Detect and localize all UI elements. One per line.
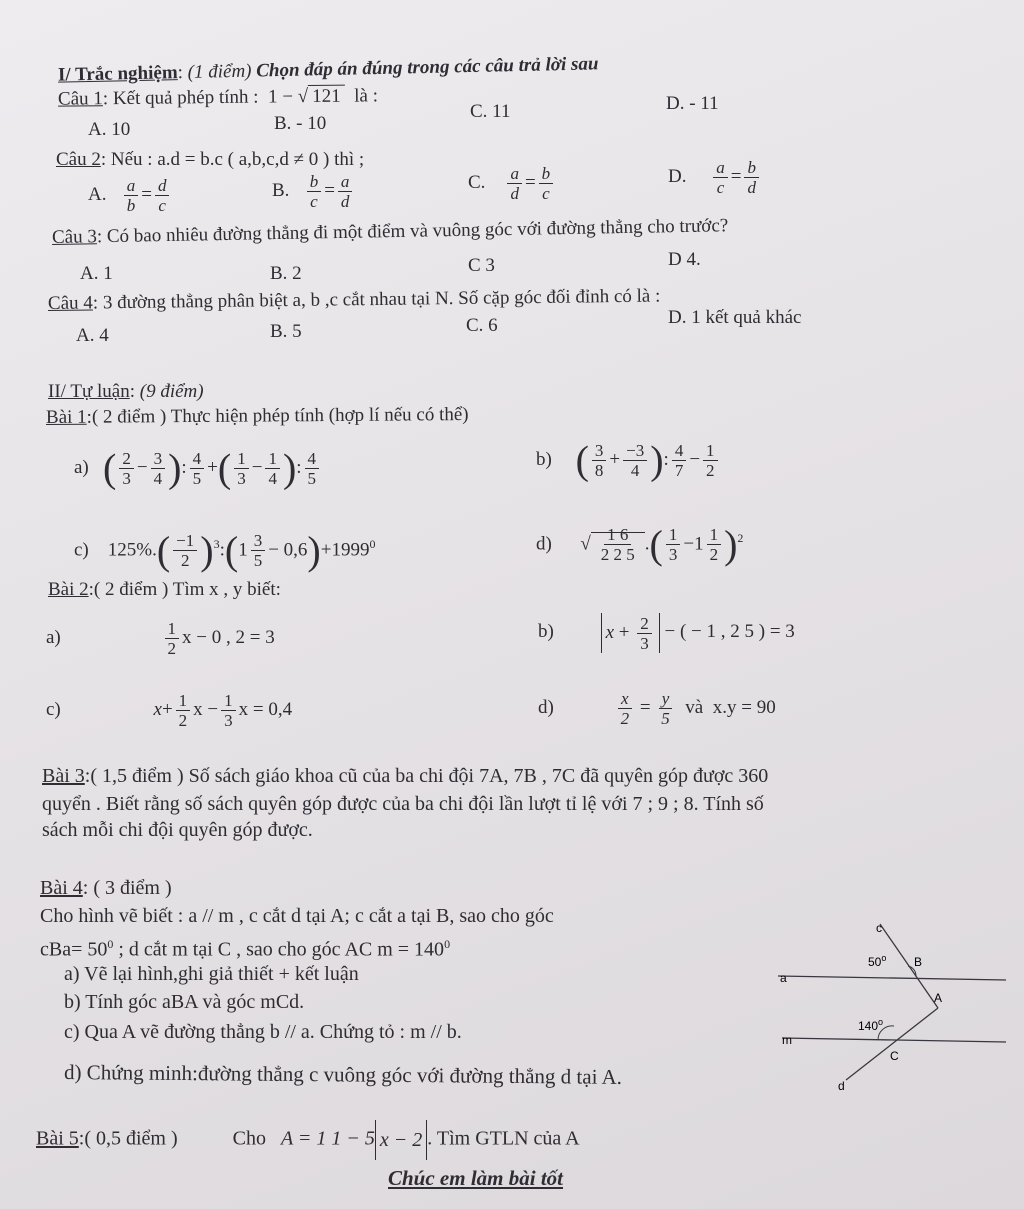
q3-opt-a: A. 1 [80, 263, 113, 284]
q1-tail: là : [354, 85, 379, 107]
bai3-l2: quyển . Biết rằng số sách quyên góp được của ba chi đội lần lượt tỉ lệ với 7 ; 9 ; 8. Tính số [42, 793, 764, 815]
label-m: m [782, 1033, 792, 1047]
label-C: C [890, 1049, 899, 1063]
part2-heading: II/ Tự luận [48, 381, 130, 402]
part1-score: (1 điểm) [187, 60, 252, 83]
label-B: B [914, 955, 923, 969]
q1-expr: 1 − √ 121 [268, 85, 345, 108]
q3-opt-c: C 3 [468, 255, 495, 276]
bai1-a: a) ( $\frac{2}{3}$ − $\frac{3}{4}$ ): $\frac{4}{5}$ +( $\frac{1}{3}$ − $\frac{1}{4}$ ): $\frac{4}{5}$ [74, 444, 322, 492]
bai2-text: :( 2 điểm ) Tìm x , y biết: [88, 579, 281, 600]
q4-opt-c: C. 6 [466, 315, 498, 336]
label-angle-140: 140$^o$ [858, 1017, 884, 1033]
label-A: A [934, 991, 943, 1005]
part1-instruction: Chọn đáp án đúng trong các câu trả lời sau [256, 53, 599, 82]
part1-header: I/ Trắc nghiệm: (1 điểm) Chọn đáp án đúng trong các câu trả lời sau [57, 53, 599, 86]
geometry-figure [770, 910, 1010, 1100]
q2-opt-d: D. $\frac{a}{c}$ = $\frac{b}{d}$ [668, 158, 762, 197]
q1-opt-c: C. 11 [470, 101, 511, 122]
bai1-line [46, 403, 469, 430]
q1-opt-a: A. 10 [88, 119, 131, 140]
bai3-label: Bài 3 [42, 765, 85, 787]
bai4-b: b) Tính góc aBA và góc mCd. [64, 991, 305, 1013]
closing-text: Chúc em làm bài tốt [388, 1166, 564, 1190]
bai2-d: d) $\frac{x}{2}$ = $\frac{y}{5}$ và x.y = 90 [538, 689, 776, 729]
part1-heading: I/ Trắc nghiệm [57, 62, 178, 86]
q1-label: Câu 1 [57, 88, 103, 110]
q2-line [56, 148, 364, 172]
q1-opt-b: B. - 10 [274, 113, 327, 134]
q4-label: Câu 4 [47, 292, 93, 314]
angle-arc-140 [878, 1026, 894, 1040]
q2-text: : Nếu : a.d = b.c ( a,b,c,d ≠ 0 ) thì ; [100, 149, 365, 170]
q3-opt-d: D 4. [668, 249, 701, 270]
bai3-l3: sách mỗi chi đội quyên góp được. [42, 819, 313, 841]
q2-opt-a: A. $\frac{a}{b}$ = $\frac{d}{c}$ [88, 176, 172, 215]
label-c: c [876, 921, 882, 935]
bai4-header: Bài 4: ( 3 điểm ) [40, 877, 172, 899]
bai1-text: :( 2 điểm ) Thực hiện phép tính (hợp lí nếu có thể) [86, 404, 469, 428]
bai2-label: Bài 2 [48, 579, 89, 600]
q1-opt-d: D. - 11 [666, 93, 719, 114]
bai1-d: d) √ $\frac{1 6}{2 2 5}$ .( $\frac{1}{3}$ −1 $\frac{1}{2}$ )$^2$ [536, 521, 744, 567]
bai4-l2: $cBa= 50^0$ ; d cắt m tại C , sao cho góc AC $m = 140^0$ [40, 937, 451, 961]
bai2-a: a) $\frac{1}{2}$ x − 0 , 2 = 3 [46, 619, 275, 659]
q1-text: : Kết quả phép tính : [102, 86, 259, 110]
part2-score: (9 điểm) [139, 381, 204, 402]
line-m [782, 1038, 1006, 1042]
bai1-b: b) ( $\frac{3}{8}$ + $\frac{-3}{4}$ ): $\frac{4}{7}$ − $\frac{1}{2}$ [536, 436, 721, 484]
q4-opt-d: D. 1 kết quả khác [668, 307, 802, 328]
q3-line [52, 214, 729, 250]
label-angle-50: 50$^o$ [868, 953, 887, 969]
bai2-line [48, 578, 281, 602]
bai4-d: d) Chứng minh:đường thẳng c vuông góc với đường thẳng d tại A. [63, 1060, 623, 1089]
bai2-c: c) x+ $\frac{1}{2}$ x − $\frac{1}{3}$ x = 0,4 [46, 691, 293, 731]
bai4-label: Bài 4 [40, 877, 83, 899]
bai1-c: c) 125%.( $\frac{-1}{2}$ )$^3$:(1 $\frac{3}{5}$ − $0,6)+1999^0$ [74, 527, 376, 573]
label-d: d [838, 1079, 845, 1093]
q4-opt-b: B. 5 [270, 321, 302, 342]
label-a: a [780, 971, 787, 985]
q4-text: : 3 đường thẳng phân biệt a, b ,c cắt nhau tại N. Số cặp góc đối đỉnh có là : [92, 285, 661, 314]
q2-label: Câu 2 [56, 149, 101, 170]
part2-header: II/ Tự luận: (9 điểm) [48, 381, 204, 402]
bai5-label: Bài 5 [36, 1127, 79, 1150]
q2-opt-b: B. $\frac{b}{c}$ = $\frac{a}{d}$ [272, 172, 355, 211]
q1-line [58, 84, 378, 111]
q4-line [48, 285, 661, 316]
bai2-b: b) x + $\frac{2}{3}$ − ( − 1 , 2 5 ) = 3 [538, 613, 795, 653]
line-a [778, 976, 1006, 980]
bai1-label: Bài 1 [45, 406, 87, 428]
q4-opt-a: A. 4 [76, 325, 109, 346]
q2-opt-c: C. $\frac{a}{d}$ = $\frac{b}{c}$ [468, 164, 556, 203]
bai4-l1: Cho hình vẽ biết : a // m , c cắt d tại A; c cắt a tại B, sao cho góc [40, 905, 554, 927]
bai4-a: a) Vẽ lại hình,ghi giả thiết + kết luận [64, 963, 359, 985]
q3-text: : Có bao nhiêu đường thẳng đi một điểm và vuông góc với đường thẳng cho trước? [96, 215, 729, 248]
q3-label: Câu 3 [51, 226, 98, 248]
bai3-l1: Bài 3:( 1,5 điểm ) Số sách giáo khoa cũ của ba chi đội 7A, 7B , 7C đã quyên góp được 360 [42, 765, 769, 787]
bai5-line: Bài 5:( 0,5 điểm ) Cho A = 1 1 − 5 x − 2 . Tìm GTLN của A [36, 1120, 580, 1160]
q3-opt-b: B. 2 [270, 263, 302, 284]
bai4-c: c) Qua A vẽ đường thẳng b // a. Chứng tỏ : m // b. [64, 1021, 462, 1043]
